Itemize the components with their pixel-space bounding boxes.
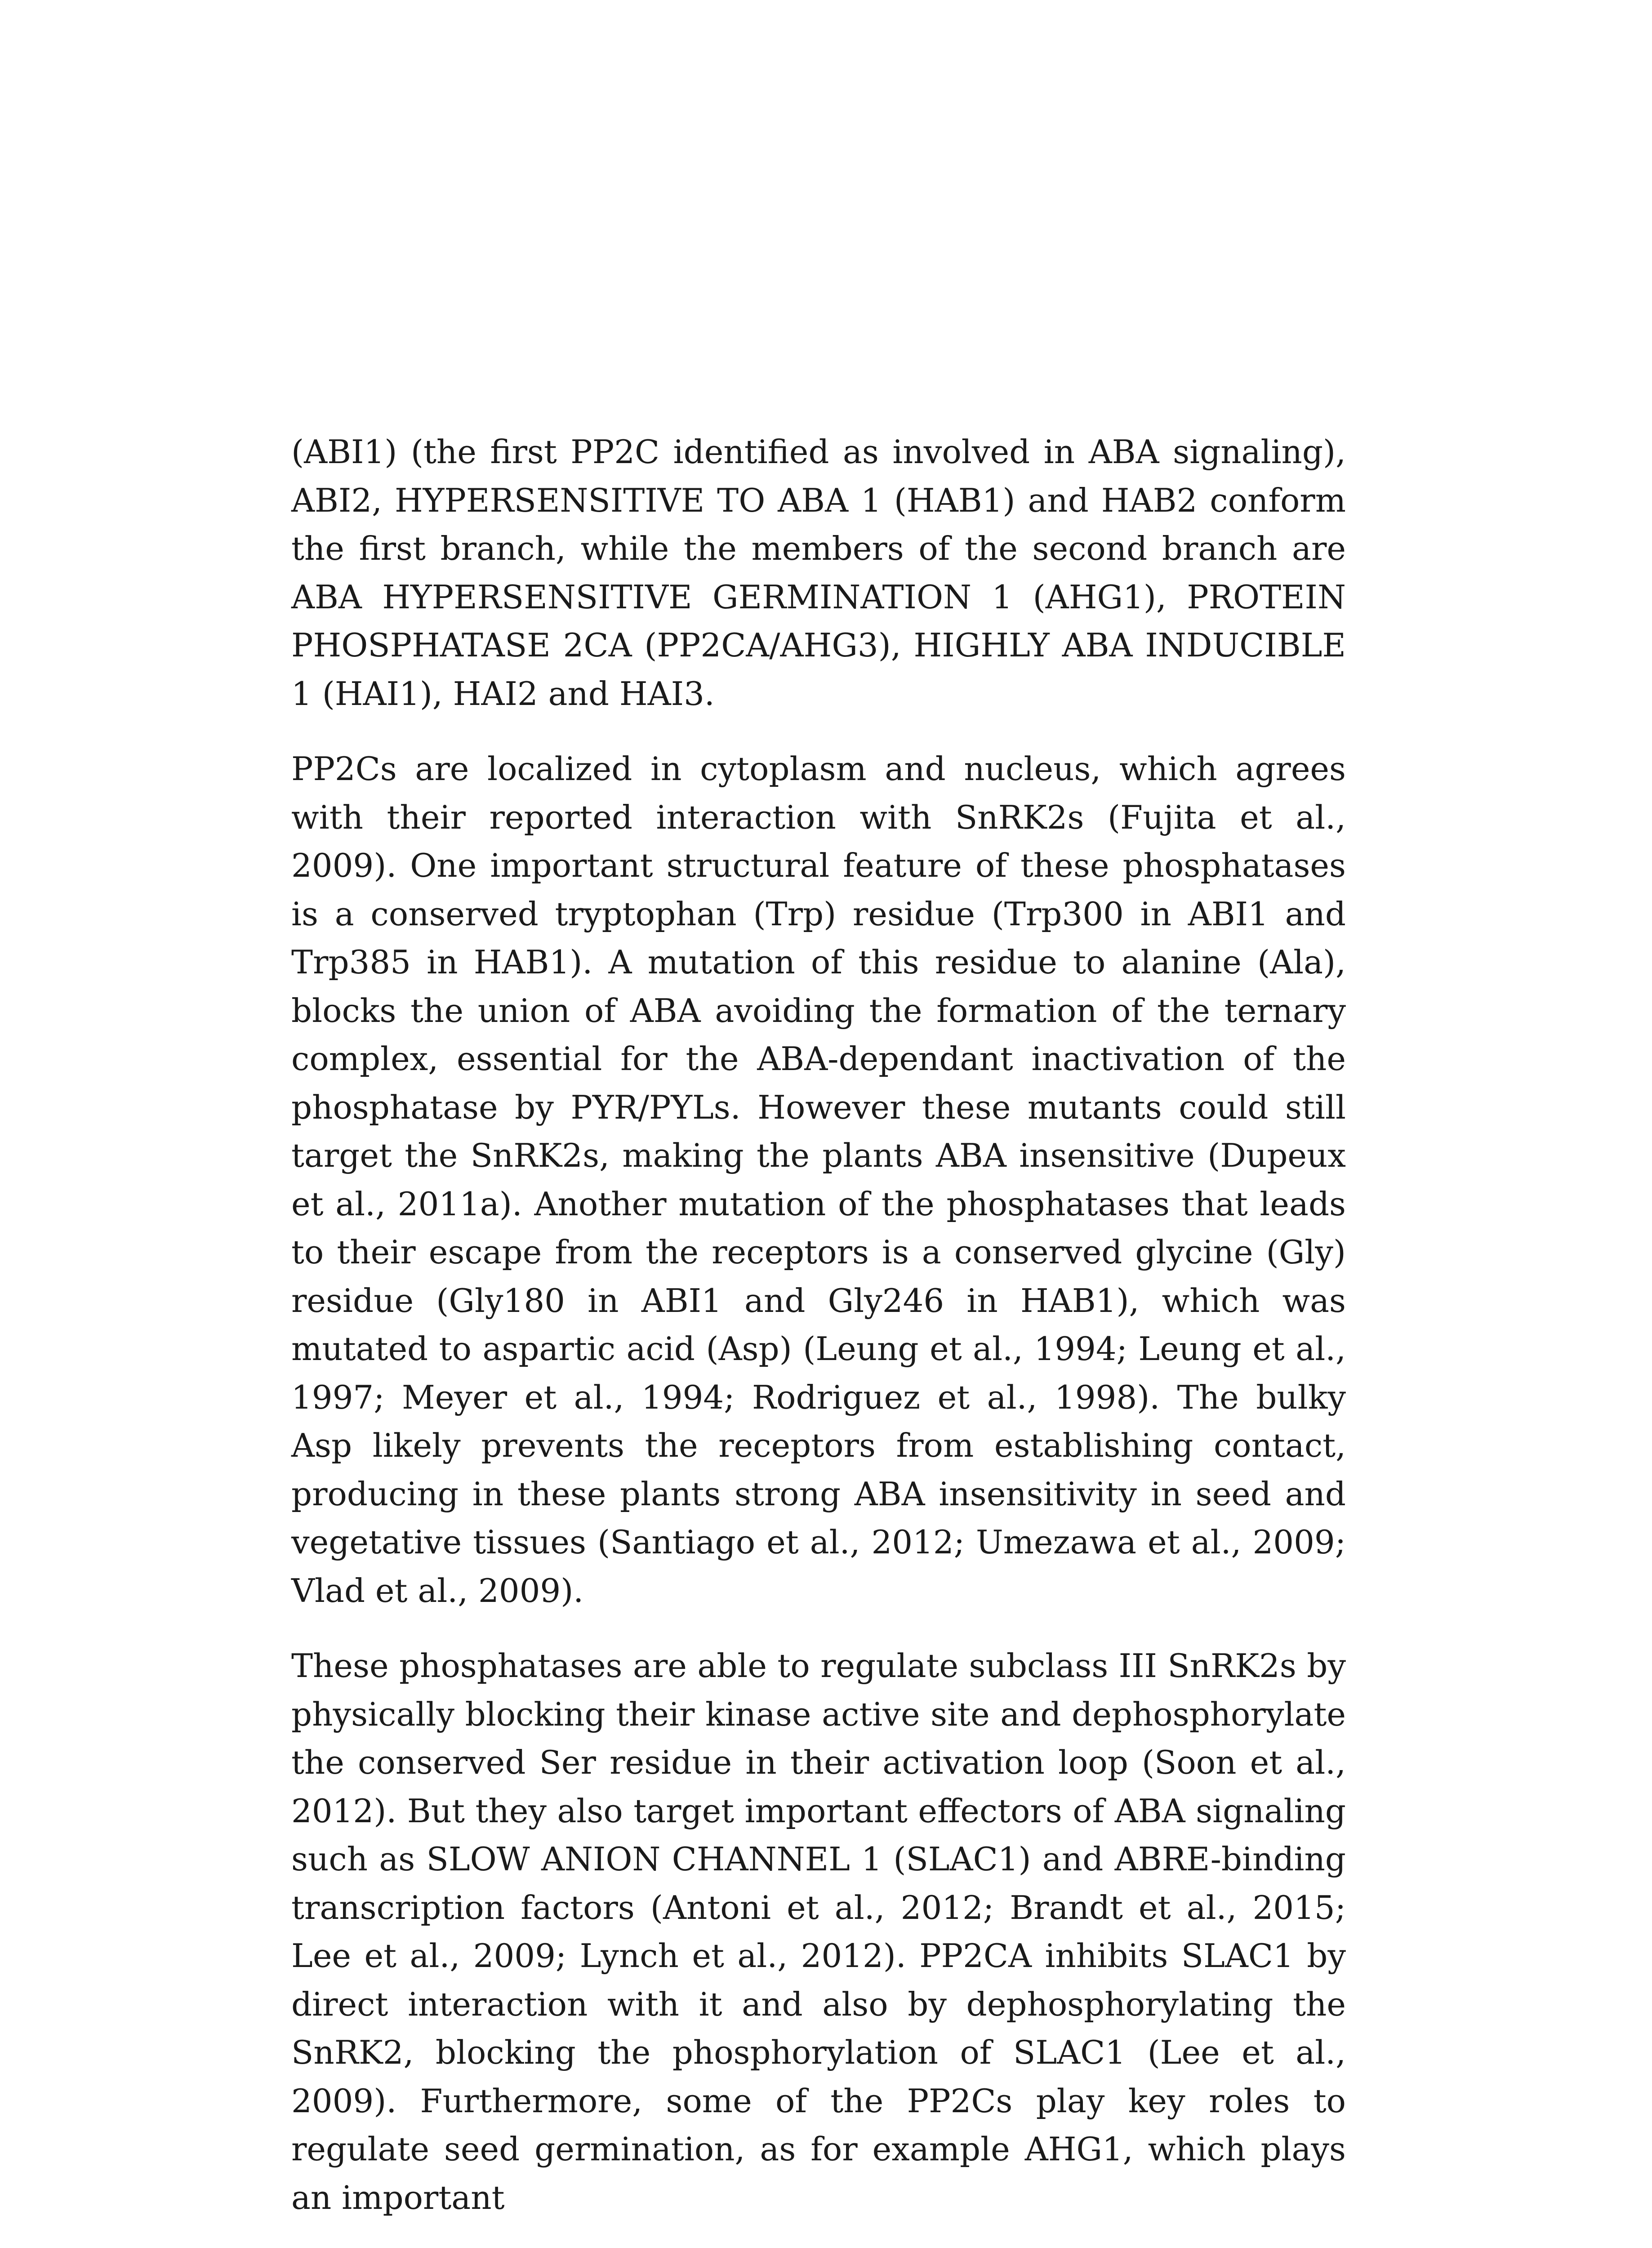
paragraph-pp2c-localization: PP2Cs are localized in cytoplasm and nucleus, which agrees with their reported interaction with SnRK2s (Fujita et al., 2009). One important structural feature of these phosphatases is a conserved tryptophan (Trp) residue (Trp300 in ABI1 and Trp385 in HAB1). A mutation of this residue to alanine (Ala), blocks the union of ABA avoiding the formation of the ternary complex, essential for the ABA-dependant inactivation of the phosphatase by PYR/PYLs. However these mutants could still target the SnRK2s, making the plants ABA insensitive (Dupeux et al., 2011a). Another mutation of the phosphatases that leads to their escape from the receptors is a conserved glycine (Gly) residue (Gly180 in ABI1 and Gly246 in HAB1), which was mutated to aspartic acid (Asp) (Leung et al., 1994; Leung et al., 1997; Meyer et al., 1994; Rodriguez et al., 1998). The bulky Asp likely prevents the receptors from establishing contact, producing in these plants strong ABA insensitivity in seed and vegetative tissues (Santiago et al., 2012; Umezawa et al., 2009; Vlad et al., 2009). xyxy=(291,750,1346,1610)
body-text xyxy=(291,428,1346,2222)
paragraph-pp2c-branches: (ABI1) (the first PP2C identified as involved in ABA signaling), ABI2, HYPERSENSITIVE TO ABA 1 (HAB1) and HAB2 conform the first branch, while the members of the second branch are ABA HYPERSENSITIVE GERMINATION 1 (AHG1), PROTEIN PHOSPHATASE 2CA (PP2CA/AHG3), HIGHLY ABA INDUCIBLE 1 (HAI1), HAI2 and HAI3. xyxy=(291,433,1346,713)
paragraph-pp2c-regulation: These phosphatases are able to regulate subclass III SnRK2s by physically blocking their kinase active site and dephosphorylate the conserved Ser residue in their activation loop (Soon et al., 2012). But they also target important effectors of ABA signaling such as SLOW ANION CHANNEL 1 (SLAC1) and ABRE-binding transcription factors (Antoni et al., 2012; Brandt et al., 2015; Lee et al., 2009; Lynch et al., 2012). PP2CA inhibits SLAC1 by direct interaction with it and also by dephosphorylating the SnRK2, blocking the phosphorylation of SLAC1 (Lee et al., 2009). Furthermore, some of the PP2Cs play key roles to regulate seed germination, as for example AHG1, which plays an important xyxy=(291,1647,1346,2217)
